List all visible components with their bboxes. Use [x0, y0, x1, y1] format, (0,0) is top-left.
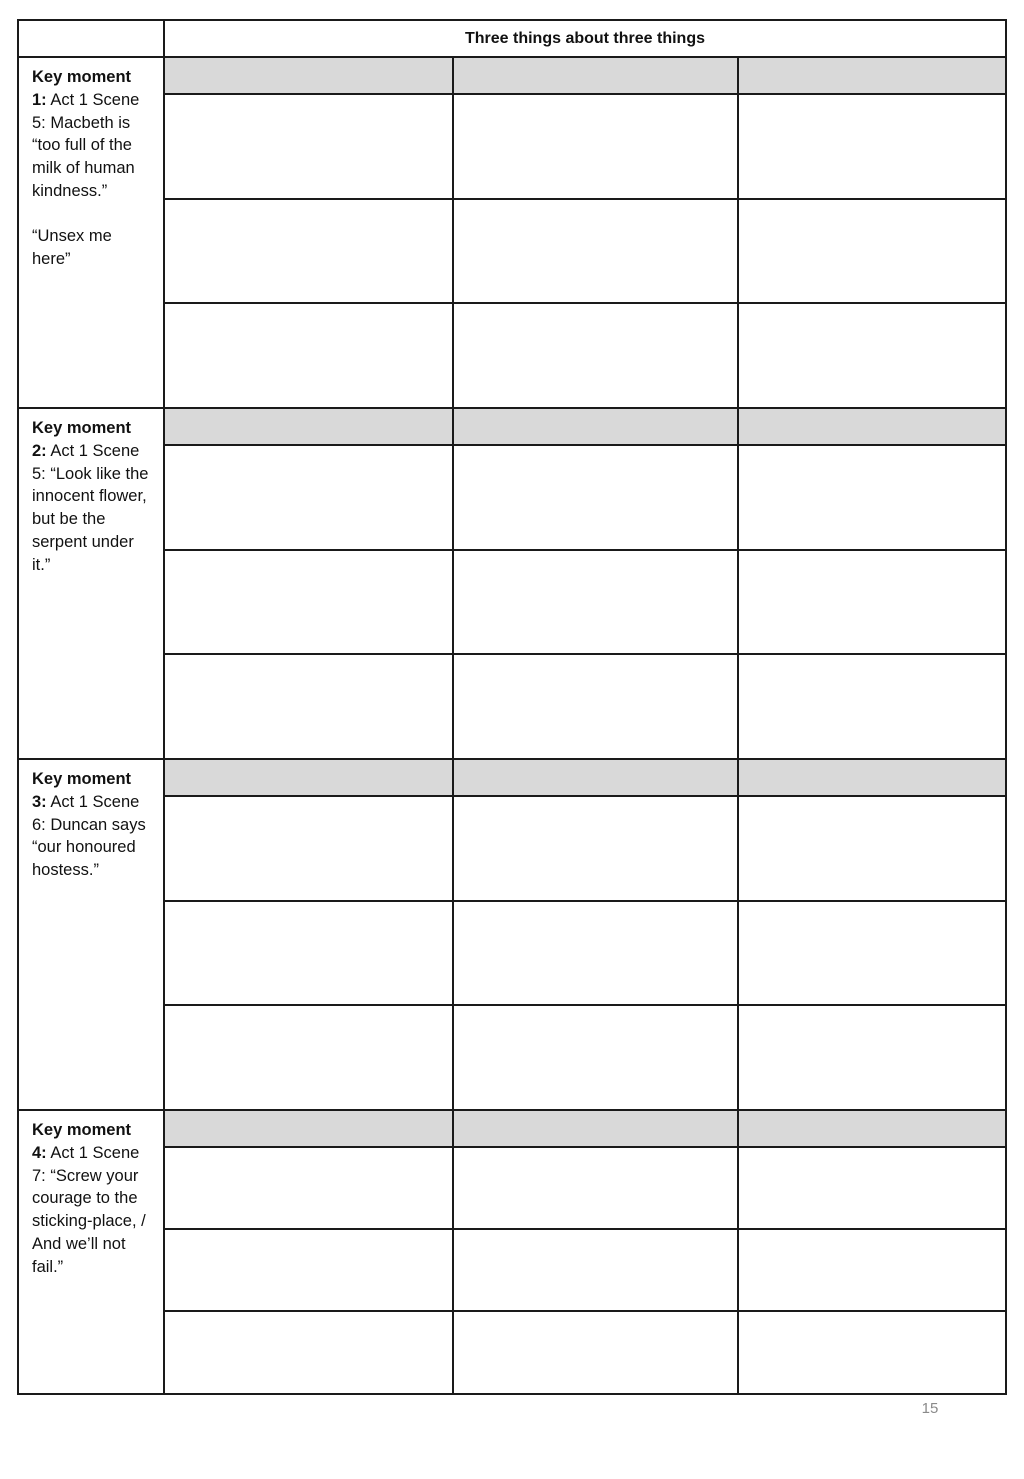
moment-4-row-2 [18, 1229, 1006, 1311]
moment-3-row-1 [18, 796, 1006, 901]
moment-3-answer-cell[interactable] [453, 796, 738, 901]
key-moment-2-cell [18, 408, 164, 759]
key-moment-4-text [32, 1119, 153, 1279]
moment-1-answer-cell[interactable] [164, 94, 453, 199]
moment-3-answer-cell[interactable] [738, 796, 1006, 901]
moment-1-row-3 [18, 303, 1006, 408]
moment-3-answer-cell[interactable] [164, 796, 453, 901]
moment-2-answer-cell[interactable] [738, 550, 1006, 654]
key-moment-2-number: 2: [32, 441, 47, 460]
key-moment-3-label: Key moment [32, 770, 132, 788]
moment-2-heading-cell-c[interactable] [738, 408, 1006, 445]
key-moment-1-quote-2: “Unsex me here” [32, 226, 112, 268]
key-moment-2-text [32, 417, 153, 577]
key-moment-2-quote: Act 1 Scene 5: “Look like the innocent flower, but be the serpent under it.” [32, 441, 149, 574]
moment-1-answer-cell[interactable] [738, 303, 1006, 408]
moment-1-heading-cell-a[interactable] [164, 57, 453, 94]
moment-3-shaded-row [18, 759, 1006, 796]
moment-4-answer-cell[interactable] [453, 1229, 738, 1311]
moment-2-row-2 [18, 550, 1006, 654]
key-moment-1-text [32, 66, 153, 203]
key-moment-4-cell [18, 1110, 164, 1394]
moment-1-answer-cell[interactable] [164, 303, 453, 408]
moment-2-answer-cell[interactable] [164, 654, 453, 759]
moment-4-answer-cell[interactable] [453, 1311, 738, 1394]
moment-3-row-3 [18, 1005, 1006, 1110]
moment-2-row-1 [18, 445, 1006, 550]
moment-1-answer-cell[interactable] [738, 94, 1006, 199]
header-row [18, 20, 1006, 57]
moment-2-answer-cell[interactable] [453, 445, 738, 550]
page-number: 15 [921, 1400, 939, 1417]
moment-3-heading-cell-b[interactable] [453, 759, 738, 796]
moment-2-answer-cell[interactable] [738, 654, 1006, 759]
moment-2-answer-cell[interactable] [164, 550, 453, 654]
key-moment-4-quote: Act 1 Scene 7: “Screw your courage to the sticking-place, / And we’ll not fail.” [32, 1143, 146, 1276]
key-moment-1-label: Key moment [32, 68, 132, 86]
moment-4-heading-cell-c[interactable] [738, 1110, 1006, 1147]
moment-2-answer-cell[interactable] [738, 445, 1006, 550]
key-moment-4-label: Key moment [32, 1121, 132, 1139]
moment-2-shaded-row [18, 408, 1006, 445]
moment-4-answer-cell[interactable] [738, 1311, 1006, 1394]
key-moment-4-number: 4: [32, 1143, 47, 1162]
moment-1-row-1 [18, 94, 1006, 199]
moment-4-answer-cell[interactable] [453, 1147, 738, 1229]
key-moment-3-cell [18, 759, 164, 1110]
moment-2-heading-cell-b[interactable] [453, 408, 738, 445]
key-moment-1-cell [18, 57, 164, 408]
moment-1-answer-cell[interactable] [453, 199, 738, 303]
moment-1-answer-cell[interactable] [453, 94, 738, 199]
key-moment-2-label: Key moment [32, 419, 132, 437]
moment-1-shaded-row [18, 57, 1006, 94]
key-moment-1-quote: Act 1 Scene 5: Macbeth is “too full of the milk of human kindness.” [32, 90, 140, 200]
moment-4-heading-cell-b[interactable] [453, 1110, 738, 1147]
moment-1-heading-cell-b[interactable] [453, 57, 738, 94]
key-moment-3-text [32, 768, 153, 882]
moment-3-answer-cell[interactable] [453, 1005, 738, 1110]
moment-3-answer-cell[interactable] [453, 901, 738, 1005]
moment-4-answer-cell[interactable] [164, 1147, 453, 1229]
three-things-worksheet-table [17, 19, 1007, 1395]
moment-4-row-1 [18, 1147, 1006, 1229]
moment-2-answer-cell[interactable] [453, 550, 738, 654]
moment-1-row-2 [18, 199, 1006, 303]
moment-1-answer-cell[interactable] [453, 303, 738, 408]
moment-4-answer-cell[interactable] [164, 1311, 453, 1394]
moment-2-answer-cell[interactable] [453, 654, 738, 759]
moment-3-heading-cell-a[interactable] [164, 759, 453, 796]
moment-1-heading-cell-c[interactable] [738, 57, 1006, 94]
table-title: Three things about three things [164, 20, 1006, 57]
moment-4-answer-cell[interactable] [738, 1229, 1006, 1311]
moment-4-answer-cell[interactable] [164, 1229, 453, 1311]
moment-1-answer-cell[interactable] [738, 199, 1006, 303]
moment-3-heading-cell-c[interactable] [738, 759, 1006, 796]
moment-3-answer-cell[interactable] [738, 901, 1006, 1005]
key-moment-1-number: 1: [32, 90, 47, 109]
moment-3-row-2 [18, 901, 1006, 1005]
key-moment-3-quote: Act 1 Scene 6: Duncan says “our honoured hostess.” [32, 792, 146, 880]
moment-4-heading-cell-a[interactable] [164, 1110, 453, 1147]
key-moment-3-number: 3: [32, 792, 47, 811]
moment-2-answer-cell[interactable] [164, 445, 453, 550]
moment-3-answer-cell[interactable] [738, 1005, 1006, 1110]
header-corner-cell [18, 20, 164, 57]
moment-1-answer-cell[interactable] [164, 199, 453, 303]
moment-3-answer-cell[interactable] [164, 1005, 453, 1110]
moment-2-row-3 [18, 654, 1006, 759]
moment-4-shaded-row [18, 1110, 1006, 1147]
moment-2-heading-cell-a[interactable] [164, 408, 453, 445]
moment-4-answer-cell[interactable] [738, 1147, 1006, 1229]
moment-4-row-3 [18, 1311, 1006, 1394]
moment-3-answer-cell[interactable] [164, 901, 453, 1005]
